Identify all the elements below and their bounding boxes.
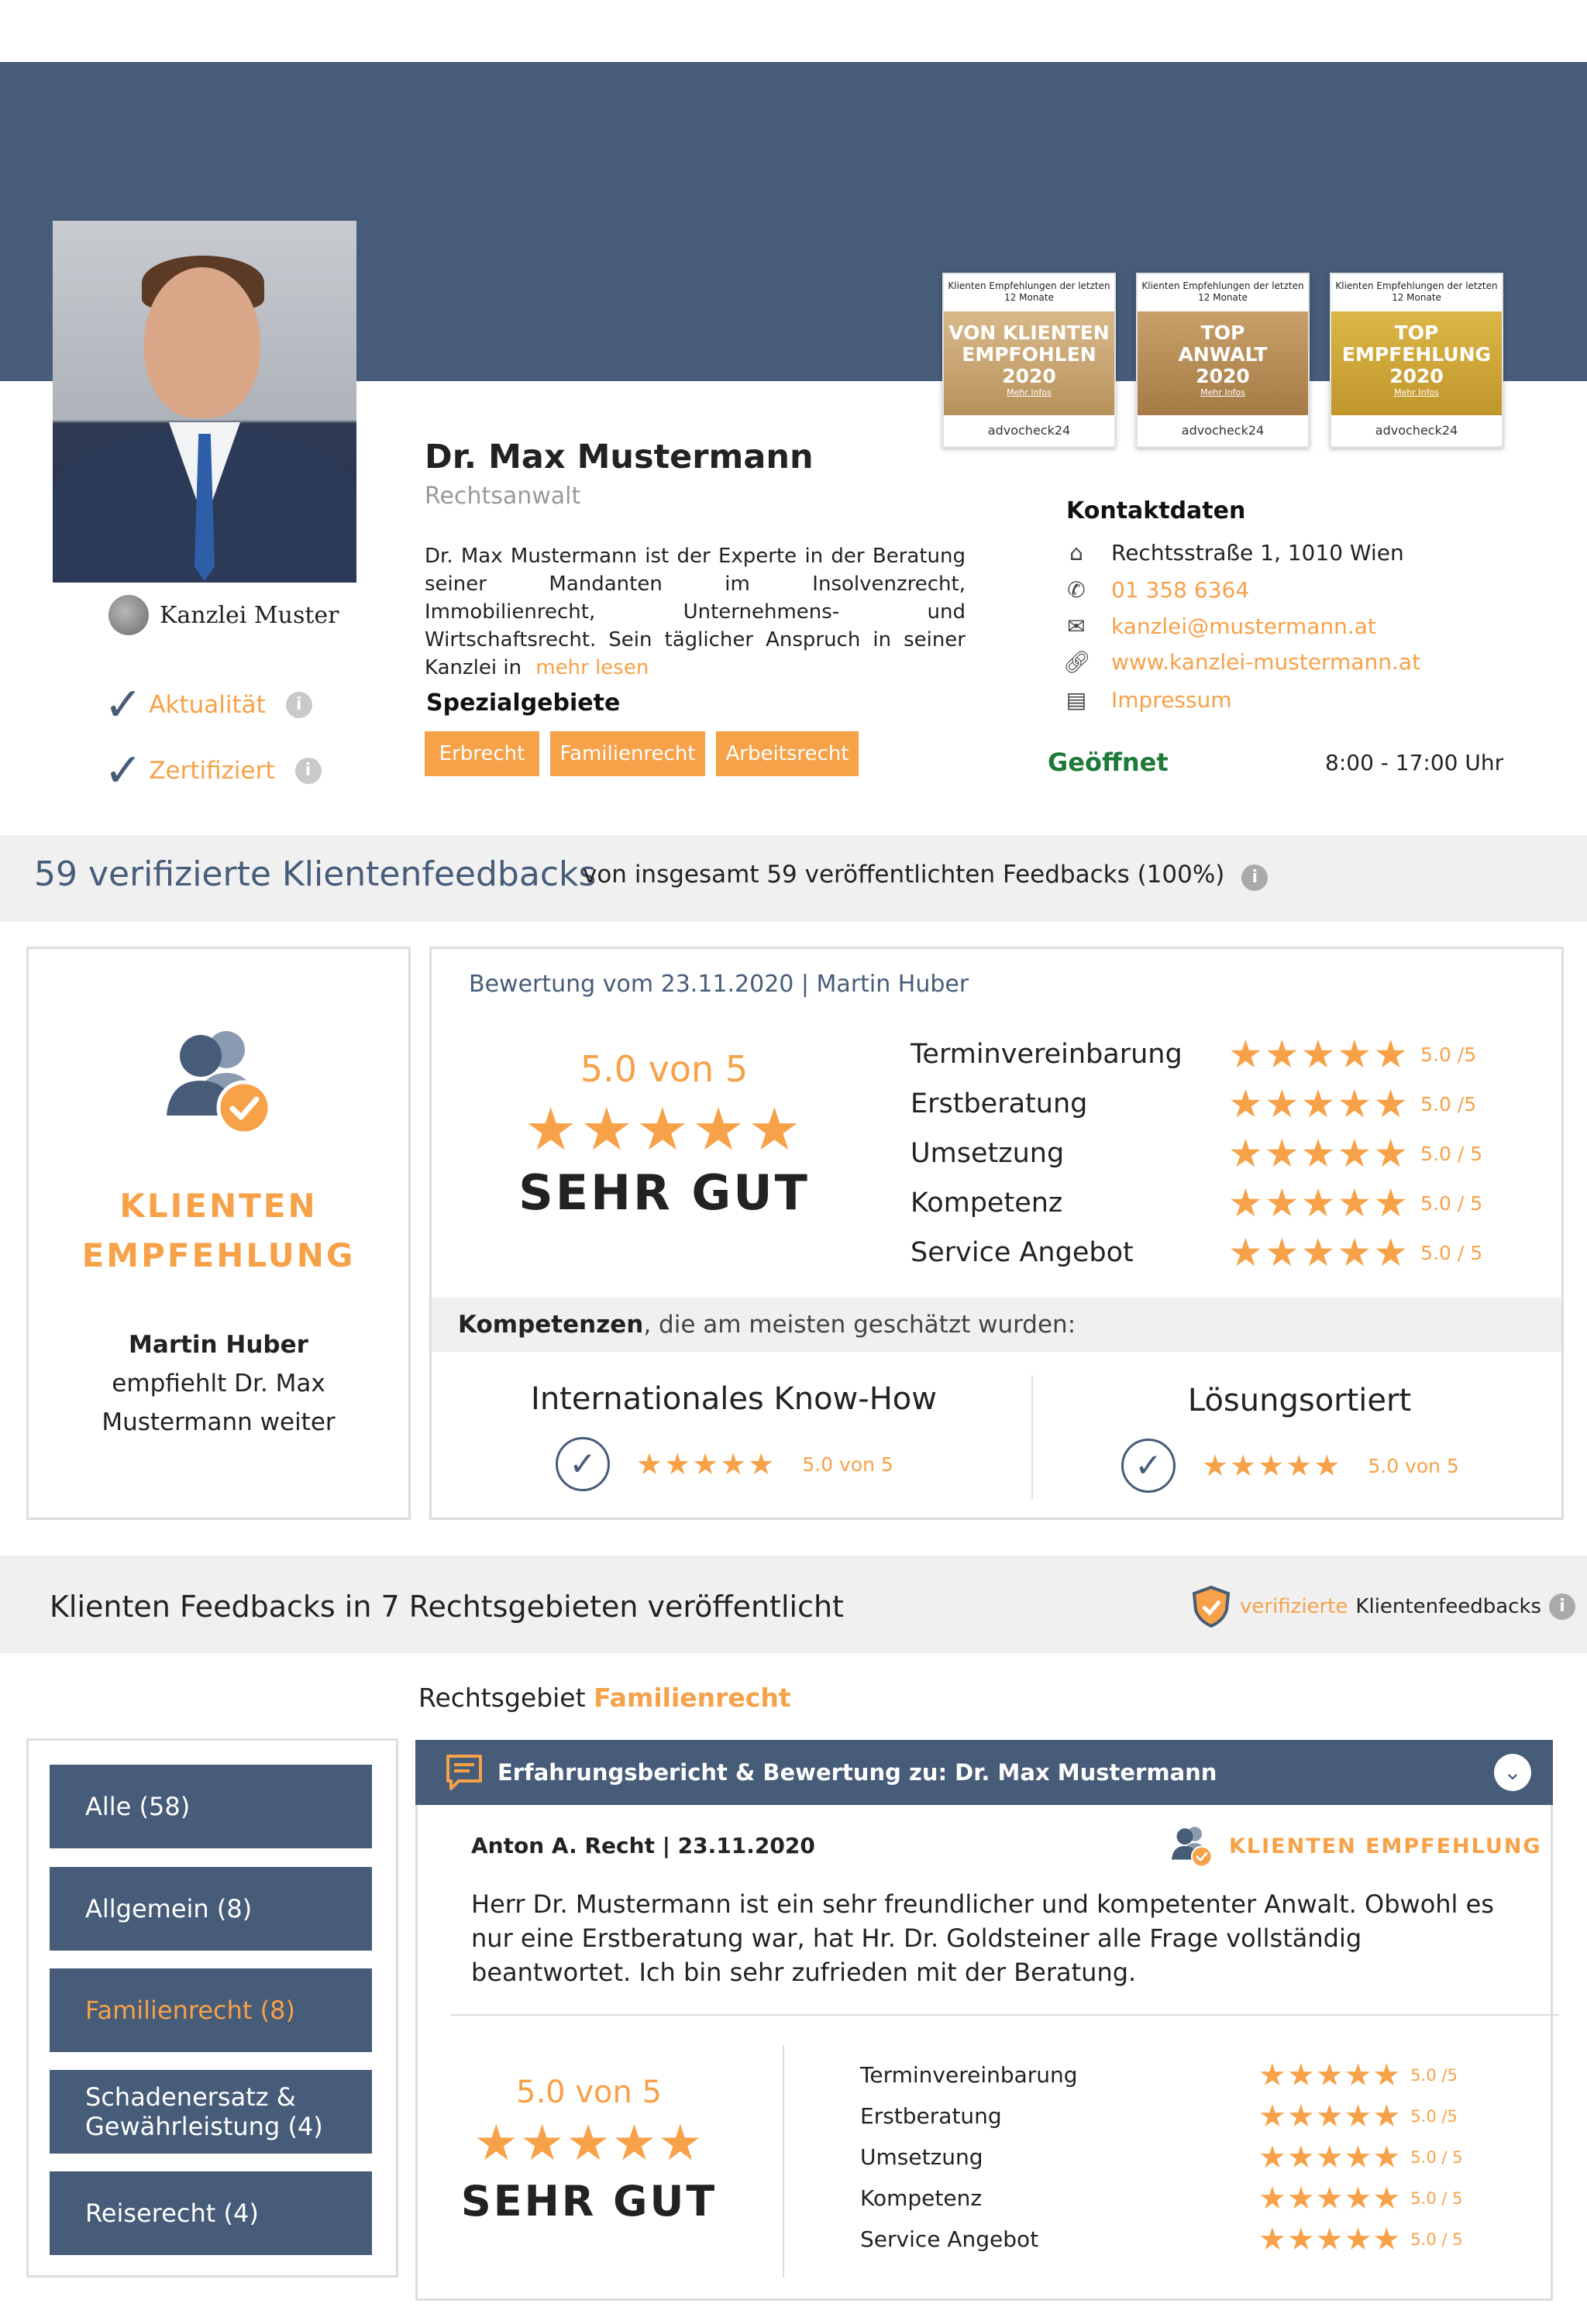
rating-stars: ★★★★★: [1228, 1230, 1410, 1275]
rating-score: 5.0 / 5: [1420, 1241, 1483, 1264]
rating-score: 5.0 /5: [1420, 1092, 1477, 1116]
check-circle-icon: ✓: [1121, 1439, 1176, 1493]
checkmark-icon: ✓: [104, 744, 143, 798]
subtitle-text: von insgesamt 59 veröffentlichten Feedbacks (100%): [583, 861, 1225, 889]
lawyer-name: Dr. Max Mustermann: [425, 438, 814, 476]
review-divider: [451, 2014, 1559, 2016]
comment-icon: [443, 1752, 485, 1793]
text-line: empfiehlt Dr. Max: [112, 1370, 325, 1397]
rating-score: 5.0 /5: [1410, 2065, 1458, 2085]
badge-top: Klienten Empfehlungen der letzten 12 Monate: [948, 280, 1110, 303]
badge-line: TOP: [1200, 321, 1245, 344]
badge-body: [944, 311, 1114, 415]
kompetenzen-text: , die am meisten geschätzt wurden:: [643, 1311, 1076, 1339]
badge-year: 2020: [1196, 365, 1250, 387]
sidebar-item-label: Schadenersatz &: [85, 2082, 296, 2112]
shield-check-icon: [1190, 1585, 1232, 1628]
review-date-line: Bewertung vom 23.11.2020 | Martin Huber: [469, 971, 969, 998]
recommendation-card: [26, 947, 411, 1520]
badge-line: TOP: [1394, 321, 1439, 344]
overall-score: 5.0 von 5: [580, 1048, 749, 1090]
review-card: [429, 947, 1564, 1520]
document-icon: ▤: [1065, 687, 1087, 713]
rating-row: [911, 1228, 1546, 1277]
badge-year: 2020: [1002, 365, 1056, 387]
rating-score: 5.0 / 5: [1410, 2147, 1463, 2167]
skill-rating: [1121, 1439, 1459, 1493]
sidebar-item-label: Familienrecht (8): [85, 1996, 295, 2025]
info-icon[interactable]: i: [286, 692, 312, 718]
impressum-link[interactable]: Impressum: [1111, 687, 1232, 713]
rating-row: [911, 1178, 1546, 1228]
rating-score: 5.0 /5: [1420, 1043, 1477, 1066]
badge-more: Mehr Infos: [1394, 387, 1439, 397]
feedback-title: 59 verifizierte Klientenfeedbacks: [34, 854, 597, 894]
verified-rest: Klientenfeedbacks: [1355, 1595, 1542, 1618]
mail-icon: ✉: [1067, 614, 1086, 639]
overall-stars: ★★★★★: [524, 1095, 804, 1164]
badge-more: Mehr Infos: [1007, 387, 1052, 397]
rating-row: [860, 2219, 1542, 2260]
info-icon[interactable]: i: [1549, 1593, 1575, 1620]
checkmark-icon: ✓: [104, 678, 143, 732]
area-name: Familienrecht: [594, 1683, 791, 1713]
address-text: Rechtsstraße 1, 1010 Wien: [1111, 540, 1404, 566]
phone-icon: ✆: [1067, 577, 1086, 603]
area-prefix: Rechtsgebiet: [418, 1683, 586, 1713]
rating-label: Service Angebot: [911, 1237, 1134, 1268]
badge-footer: advocheck24: [987, 423, 1071, 438]
quill-logo-icon: [108, 595, 149, 635]
review-verdict: SEHR GUT: [460, 2177, 718, 2226]
badge-line: EMPFEHLUNG: [1341, 343, 1492, 366]
contact-heading: Kontaktdaten: [1066, 497, 1246, 524]
skill-stars: ★★★★★: [1202, 1449, 1342, 1483]
badge-line: ANWALT: [1178, 343, 1268, 366]
recommendation-text: [29, 1325, 408, 1442]
specialty-tag[interactable]: Arbeitsrecht: [716, 731, 859, 776]
rating-label: Erstberatung: [911, 1088, 1088, 1119]
rating-score: 5.0 /5: [1410, 2106, 1458, 2126]
email-link[interactable]: kanzlei@mustermann.at: [1111, 614, 1376, 639]
rating-label: Erstberatung: [860, 2103, 1002, 2129]
rating-label: Kompetenz: [860, 2185, 983, 2211]
badge-body: [1331, 311, 1502, 415]
badge-top: Klienten Empfehlungen der letzten 12 Monate: [1141, 280, 1304, 303]
rating-score: 5.0 / 5: [1410, 2229, 1463, 2249]
rating-score: 5.0 / 5: [1410, 2188, 1463, 2208]
badge-body: [1138, 311, 1308, 415]
skill-divider: [1031, 1375, 1033, 1499]
open-status: Geöffnet: [1048, 748, 1169, 777]
rating-stars: ★★★★★: [1228, 1181, 1410, 1226]
firm-name: Kanzlei Muster: [160, 601, 339, 629]
rating-label: Kompetenz: [911, 1188, 1063, 1219]
award-badge[interactable]: [942, 273, 1116, 448]
rating-score: 5.0 / 5: [1420, 1191, 1483, 1215]
skill-rating: [556, 1437, 893, 1491]
contact-impressum[interactable]: [1063, 687, 1232, 713]
sidebar-item-schadenersatz[interactable]: [50, 2070, 372, 2154]
rating-row: [860, 2137, 1542, 2178]
rating-row: [911, 1079, 1546, 1129]
badge-top: Klienten Empfehlungen der letzten 12 Monate: [1335, 280, 1498, 303]
verified-word: verifizierte: [1240, 1595, 1348, 1618]
badge-year: 2020: [1389, 365, 1444, 387]
firm-logo[interactable]: [108, 595, 339, 635]
sidebar-item-label: Reiserecht (4): [85, 2199, 259, 2228]
sidebar-item-familienrecht[interactable]: [50, 1968, 372, 2052]
rating-stars: ★★★★★: [1228, 1032, 1410, 1077]
rating-label: Service Angebot: [860, 2226, 1039, 2252]
award-badge[interactable]: [1330, 273, 1503, 448]
check-label: Aktualität: [149, 691, 266, 719]
recommendation-badge-label: KLIENTEN EMPFEHLUNG: [1229, 1834, 1542, 1858]
kompetenzen-bold: Kompetenzen: [458, 1311, 644, 1339]
opening-hours: 8:00 - 17:00 Uhr: [1325, 750, 1504, 775]
check-aktualitaet: [104, 678, 312, 732]
review-detail-header[interactable]: [415, 1740, 1553, 1805]
rating-label: Terminvereinbarung: [911, 1039, 1183, 1070]
rating-stars: ★★★★★: [1228, 1131, 1410, 1176]
bio-text: Dr. Max Mustermann ist der Experte in der Beratung seiner Mandanten im Insolvenzrecht, Immobilienrecht, Unternehmens- und Wirtschaftsrecht. Sein täglicher Anspruch in seiner Kanzlei in: [425, 545, 966, 679]
area-heading: [418, 1683, 791, 1713]
label-line: KLIENTEN: [119, 1187, 318, 1225]
rating-row: [911, 1030, 1546, 1079]
rating-stars: ★★★★★: [1258, 2180, 1402, 2216]
skill-score: 5.0 von 5: [1368, 1454, 1459, 1477]
chevron-down-icon[interactable]: ⌄: [1494, 1754, 1531, 1791]
website-link[interactable]: www.kanzlei-mustermann.at: [1111, 649, 1421, 675]
verified-label: [1190, 1585, 1575, 1628]
badge-line: VON KLIENTEN: [948, 321, 1110, 344]
contact-website[interactable]: [1063, 649, 1420, 675]
info-icon[interactable]: i: [295, 758, 322, 784]
sidebar-item-reiserecht[interactable]: [50, 2171, 372, 2255]
review-score: 5.0 von 5: [516, 2075, 662, 2110]
check-circle-icon: ✓: [556, 1437, 610, 1491]
review-categories: [860, 2054, 1542, 2260]
overall-verdict: SEHR GUT: [518, 1164, 810, 1221]
lawyer-photo: [53, 221, 356, 583]
home-icon: ⌂: [1069, 540, 1083, 566]
rating-row: [860, 2095, 1542, 2137]
rating-label: Umsetzung: [911, 1138, 1065, 1169]
rating-stars: ★★★★★: [1258, 2221, 1402, 2257]
contact-address: [1063, 540, 1404, 566]
rating-stars: ★★★★★: [1258, 2098, 1402, 2134]
rating-stars: ★★★★★: [1258, 2139, 1402, 2175]
users-verified-icon: [1165, 1822, 1215, 1870]
rating-stars: ★★★★★: [1258, 2057, 1402, 2093]
users-verified-icon: [153, 1019, 277, 1143]
more-link[interactable]: mehr lesen: [535, 656, 649, 679]
skill-label: Internationales Know-How: [531, 1381, 937, 1417]
rating-row: [860, 2178, 1542, 2219]
skill-stars: ★★★★★: [636, 1447, 776, 1481]
areas-title: Klienten Feedbacks in 7 Rechtsgebieten veröffentlicht: [50, 1590, 844, 1624]
rating-row: [911, 1129, 1546, 1178]
badge-more: Mehr Infos: [1200, 387, 1245, 397]
recommendation-badge: [1165, 1822, 1542, 1870]
rating-categories: [911, 1030, 1546, 1277]
sidebar-item-label: Alle (58): [85, 1792, 191, 1821]
contact-email[interactable]: [1063, 614, 1376, 639]
rating-row: [860, 2054, 1542, 2095]
text-line: Mustermann weiter: [102, 1408, 336, 1436]
rating-score: 5.0 / 5: [1420, 1142, 1483, 1165]
feedback-subtitle: [583, 861, 1268, 891]
recommendation-label: [29, 1181, 408, 1281]
review-text: Herr Dr. Mustermann ist ein sehr freundlicher und kompetenter Anwalt. Obwohl es nur eine Erstberatung war, hat Hr. Dr. Goldsteiner alle Frage vollständig beantwortet. Ich bin sehr zufrieden mit der Beratung.: [471, 1889, 1494, 1987]
lawyer-bio: [425, 542, 966, 682]
badge-footer: advocheck24: [1375, 423, 1458, 438]
rating-label: Umsetzung: [860, 2144, 983, 2170]
phone-link[interactable]: 01 358 6364: [1111, 577, 1250, 603]
specialties-heading: Spezialgebiete: [426, 689, 621, 717]
review-stars: ★★★★★: [473, 2115, 704, 2172]
check-label: Zertifiziert: [149, 757, 275, 785]
rating-stars: ★★★★★: [1228, 1081, 1410, 1126]
recommender-name: Martin Huber: [129, 1331, 308, 1359]
label-line: EMPFEHLUNG: [81, 1236, 356, 1274]
award-badge[interactable]: [1136, 273, 1310, 448]
review-vertical-divider: [783, 2045, 784, 2278]
review-author-line: Anton A. Recht | 23.11.2020: [471, 1833, 815, 1858]
specialty-tag[interactable]: Erbrecht: [425, 731, 539, 776]
sidebar-item-alle[interactable]: [50, 1765, 372, 1848]
kompetenzen-bar: [432, 1298, 1561, 1352]
review-detail-title: Erfahrungsbericht & Bewertung zu: Dr. Max Mustermann: [497, 1759, 1217, 1786]
sidebar-item-label: Allgemein (8): [85, 1894, 253, 1923]
specialty-tag[interactable]: Familienrecht: [550, 731, 705, 776]
sidebar-item-label: Gewährleistung (4): [85, 2112, 323, 2141]
contact-phone[interactable]: [1063, 577, 1249, 603]
badge-line: EMPFOHLEN: [962, 343, 1096, 366]
link-icon: 🔗︎: [1063, 649, 1091, 675]
lawyer-role: Rechtsanwalt: [425, 483, 581, 510]
badge-footer: advocheck24: [1181, 423, 1265, 438]
skill-label: Lösungsortiert: [1187, 1383, 1412, 1418]
skill-score: 5.0 von 5: [802, 1452, 893, 1476]
sidebar-item-allgemein[interactable]: [50, 1867, 372, 1951]
rating-label: Terminvereinbarung: [860, 2062, 1078, 2088]
check-zertifiziert: [104, 744, 322, 798]
info-icon[interactable]: i: [1241, 865, 1268, 891]
